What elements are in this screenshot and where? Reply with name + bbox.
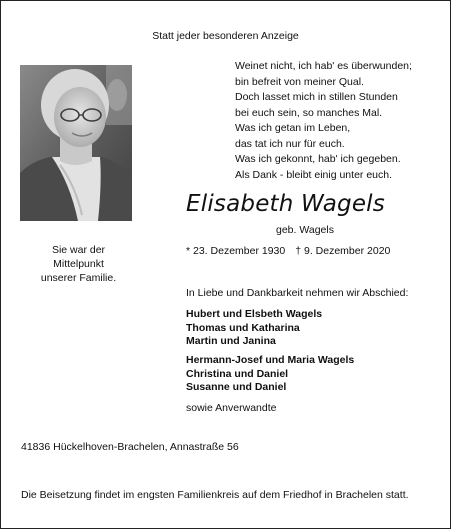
birth-date: * 23. Dezember 1930 — [186, 245, 286, 257]
relatives-line: sowie Anverwandte — [186, 402, 277, 414]
poem-line: Was ich getan im Leben, — [235, 122, 351, 134]
poem-line: Als Dank - bleibt einig unter euch. — [235, 168, 393, 181]
poem-line: bin befreit von meiner Qual. — [235, 75, 364, 88]
farewell-line: In Liebe und Dankbarkeit nehmen wir Abschied: — [186, 287, 409, 299]
poem-line: das tat ich nur für euch. — [235, 137, 345, 150]
burial-note: Die Beisetzung findet im engsten Familienkreis auf dem Friedhof in Brachelen statt. — [21, 489, 409, 501]
life-dates — [186, 245, 390, 257]
family-group-2 — [186, 354, 354, 395]
tribute-line: Mittelpunkt — [53, 258, 104, 270]
portrait-photo — [20, 65, 132, 221]
poem-line: Doch lasset mich in stillen Stunden — [235, 91, 398, 103]
family-member: Hubert und Elsbeth Wagels — [186, 308, 323, 320]
family-group-1 — [186, 308, 322, 349]
poem-line: Was ich gekonnt, hab' ich gegeben. — [235, 153, 401, 165]
deceased-name: Elisabeth Wagels — [186, 191, 385, 217]
tribute-line: Sie war der — [51, 244, 106, 256]
family-member: Christina und Daniel — [186, 367, 289, 380]
family-member: Hermann-Josef und Maria Wagels — [186, 354, 355, 366]
maiden-name: geb. Wagels — [276, 224, 334, 236]
poem-line: bei euch sein, so manches Mal. — [235, 106, 383, 119]
death-date: † 9. Dezember 2020 — [295, 245, 391, 257]
family-member: Thomas und Katharina — [186, 321, 300, 334]
family-member: Martin und Janina — [186, 335, 276, 347]
poem — [235, 59, 412, 183]
family-member: Susanne und Daniel — [186, 381, 287, 393]
tribute-note — [21, 243, 136, 285]
poem-line: Weinet nicht, ich hab' es überwunden; — [235, 60, 412, 72]
address-line: 41836 Hückelhoven-Brachelen, Annastraße 56 — [21, 441, 239, 453]
tribute-line: unserer Familie. — [40, 272, 117, 284]
header-line: Statt jeder besonderen Anzeige — [152, 30, 299, 42]
